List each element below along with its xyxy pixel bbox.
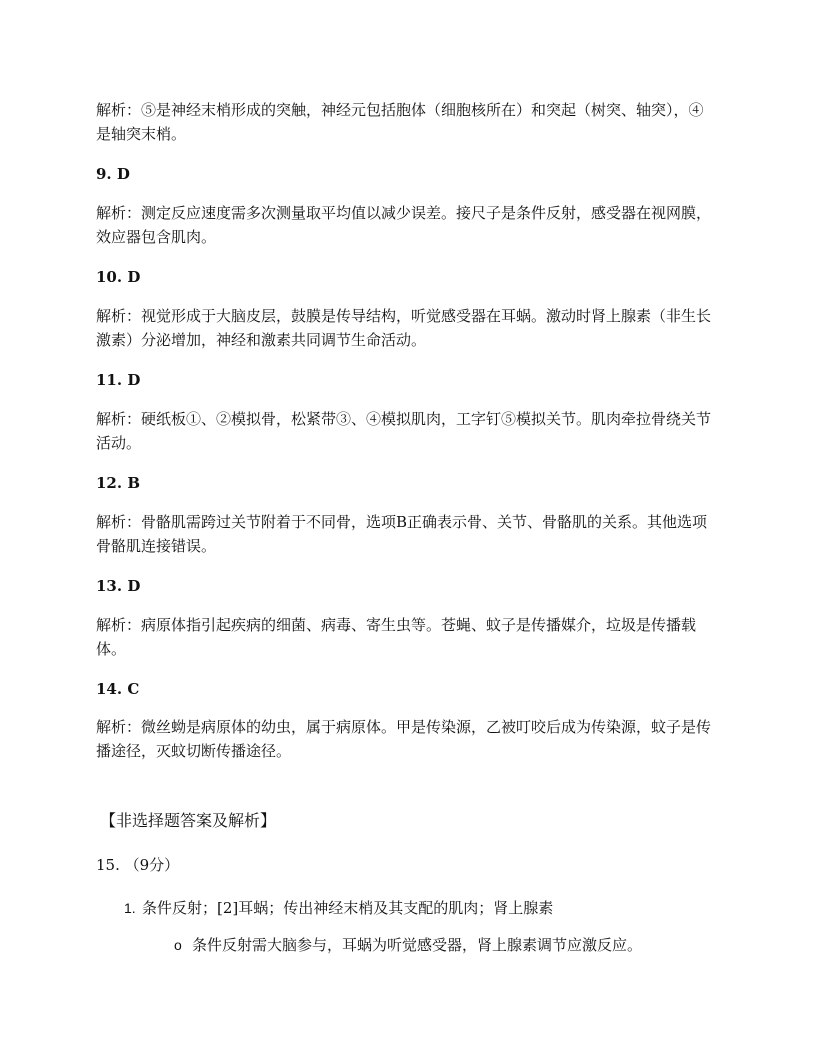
- list-number: 1.: [124, 900, 136, 916]
- explanation-q10: [96, 304, 716, 352]
- question-label-14: 14. C: [96, 680, 140, 698]
- section-heading: 【非选择题答案及解析】: [100, 811, 277, 830]
- question-label-11: 11. D: [96, 371, 141, 389]
- explanation-q9: [96, 201, 716, 249]
- explanation-text: 解析：⑤是神经末梢形成的突触，神经元包括胞体（细胞核所在）和突起（树突、轴突），④是轴突末梢。: [96, 101, 704, 143]
- explanation-q8: [96, 98, 716, 146]
- section-heading-block: [100, 810, 720, 832]
- hollow-bullet-icon: o: [174, 937, 182, 953]
- explanation-text: 解析：硬纸板①、②模拟骨，松紧带③、④模拟肌肉，工字钉⑤模拟关节。肌肉牵拉骨绕关节活动。: [96, 410, 712, 452]
- explanation-q11: [96, 407, 716, 455]
- question-label-9: 9. D: [96, 165, 130, 183]
- answer-text: 条件反射；[2]耳蜗；传出神经末梢及其支配的肌肉；肾上腺素: [142, 899, 554, 917]
- question-label-10: 10. D: [96, 268, 141, 286]
- explanation-q12: [96, 510, 716, 558]
- explanation-text: 解析：病原体指引起疾病的细菌、病毒、寄生虫等。苍蝇、蚊子是传播媒介，垃圾是传播载体。: [96, 616, 697, 658]
- explanation-text: 解析：视觉形成于大脑皮层，鼓膜是传导结构，听觉感受器在耳蜗。激动时肾上腺素（非生长激素）分泌增加，神经和激素共同调节生命活动。: [96, 307, 712, 349]
- answer-list-item: [124, 897, 684, 919]
- answer-note-item: [174, 934, 694, 956]
- question-label-13: 13. D: [96, 577, 141, 595]
- answer-note-text: 条件反射需大脑参与，耳蜗为听觉感受器，肾上腺素调节应激反应。: [192, 936, 643, 954]
- explanation-text: 解析：测定反应速度需多次测量取平均值以减少误差。接尺子是条件反射，感受器在视网膜，效应器包含肌肉。: [96, 204, 712, 246]
- question-label-12: 12. B: [96, 474, 140, 492]
- explanation-q14: [96, 715, 716, 763]
- explanation-q13: [96, 613, 716, 661]
- explanation-text: 解析：微丝蚴是病原体的幼虫，属于病原体。甲是传染源，乙被叮咬后成为传染源，蚊子是传播途径，灭蚊切断传播途径。: [96, 718, 712, 760]
- explanation-text: 解析：骨骼肌需跨过关节附着于不同骨，选项B正确表示骨、关节、骨骼肌的关系。其他选项骨骼肌连接错误。: [96, 513, 708, 555]
- question-label-15: 15. （9分）: [96, 856, 180, 874]
